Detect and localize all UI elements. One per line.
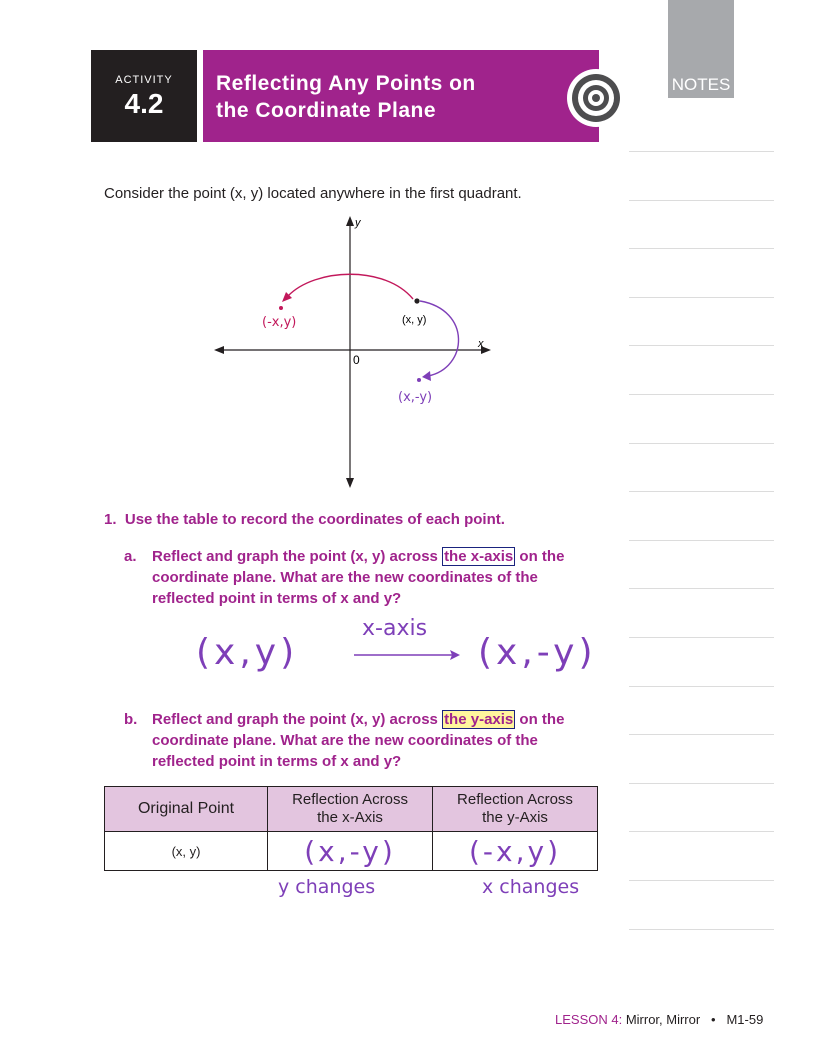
point-label: (x, y): [402, 314, 427, 326]
reflected-point-y: [279, 306, 283, 310]
x-axis-label: x: [478, 338, 484, 350]
table-row: [105, 832, 598, 871]
hand-note-y-changes: y changes: [278, 876, 376, 898]
header-reflection-x: Reflection Across the x-Axis: [268, 787, 433, 832]
notes-line: [629, 686, 774, 687]
notes-line: [629, 345, 774, 346]
question-1: 1. Use the table to record the coordinates of each point.: [104, 511, 505, 528]
part-b-letter: b.: [124, 711, 138, 728]
header-original-point: Original Point: [105, 787, 268, 832]
point-x-y: [414, 298, 419, 303]
footer-bullet: •: [711, 1012, 716, 1027]
y-axis-label: y: [355, 217, 361, 229]
hand-from: (x,y): [196, 632, 299, 673]
part-b-text: Reflect and graph the point (x, y) across the y-axis on the coordinate plane. What are the new coordinates of the reflected point in terms of x and y?: [152, 711, 565, 770]
notes-line: [629, 637, 774, 638]
part-a-text: Reflect and graph the point (x, y) across the x-axis on the coordinate plane. What are the new coordinates of the reflected point in terms of x and y?: [152, 548, 565, 607]
reflection-table: [104, 786, 598, 871]
notes-label: NOTES: [671, 75, 731, 94]
notes-line: [629, 248, 774, 249]
notes-line: [629, 540, 774, 541]
coordinate-graph: [210, 210, 500, 495]
notes-line: [629, 200, 774, 201]
origin-label: 0: [353, 353, 360, 367]
notes-line: [629, 734, 774, 735]
notes-line: [629, 443, 774, 444]
activity-label: ACTIVITY: [115, 74, 173, 86]
intro-text: Consider the point (x, y) located anywhere in the first quadrant.: [104, 185, 522, 202]
page-footer: [555, 1012, 763, 1027]
hand-arrow: [352, 648, 464, 662]
cell-reflection-y: (-x,y): [433, 832, 598, 871]
target-icon: [566, 68, 626, 128]
x-axis-arrow-left: [214, 346, 224, 354]
boxed-x-axis: the x-axis: [444, 548, 514, 565]
cell-original: (x, y): [105, 832, 268, 871]
notes-line: [629, 151, 774, 152]
notes-line: [629, 491, 774, 492]
notes-line: [629, 880, 774, 881]
arc-arrowhead-x: [422, 371, 431, 381]
reflected-point-x: [417, 378, 421, 382]
boxed-y-axis: the y-axis: [444, 711, 514, 728]
notes-line: [629, 297, 774, 298]
y-axis-arrow-up: [346, 216, 354, 226]
hand-arrow-label: x-axis: [362, 616, 428, 641]
activity-number: 4.2: [124, 88, 164, 119]
hand-point-left: (-x,y): [262, 315, 297, 330]
page-number: M1-59: [726, 1012, 764, 1027]
hand-point-below: (x,-y): [398, 390, 433, 405]
activity-badge: [91, 50, 197, 142]
notes-line: [629, 394, 774, 395]
page-title: Reflecting Any Points on the Coordinate Plane: [216, 72, 476, 122]
header-reflection-y: Reflection Across the y-Axis: [433, 787, 598, 832]
cell-reflection-x: (x,-y): [268, 832, 433, 871]
notes-line: [629, 929, 774, 930]
hand-note-x-changes: x changes: [482, 876, 580, 898]
hand-to: (x,-y): [478, 632, 597, 673]
footer-lesson-title: Mirror, Mirror: [622, 1012, 701, 1027]
notes-line: [629, 588, 774, 589]
y-axis-arrow-down: [346, 478, 354, 488]
reflection-arc-x: [420, 301, 459, 376]
notes-line: [629, 783, 774, 784]
footer-lesson: LESSON 4:: [555, 1012, 623, 1027]
part-a-letter: a.: [124, 548, 137, 565]
notes-line: [629, 831, 774, 832]
table-header-row: [105, 787, 598, 832]
